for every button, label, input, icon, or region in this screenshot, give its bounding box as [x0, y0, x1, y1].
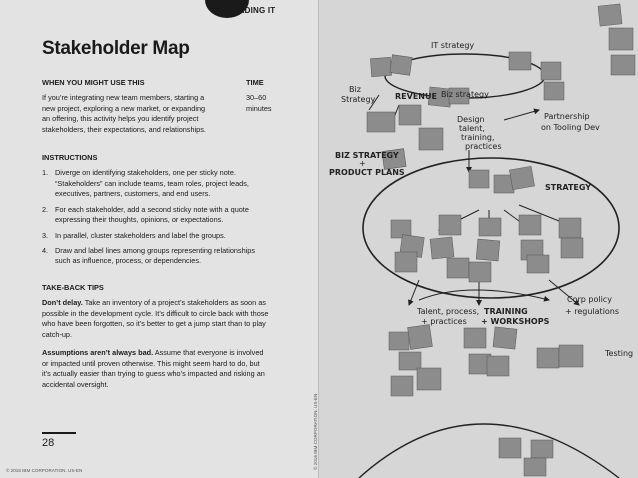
- label-plus: +: [359, 159, 366, 168]
- when-heading: WHEN YOU MIGHT USE THIS: [42, 78, 145, 87]
- step-number: 2.: [42, 204, 49, 214]
- label-talent-process: Talent, process,: [417, 307, 480, 316]
- when-text: [42, 93, 242, 136]
- tip-lead: Assumptions aren’t always bad.: [42, 347, 154, 357]
- step-line: For each stakeholder, add a second sticky note with a quote: [55, 204, 249, 214]
- label-tooling-dev: on Tooling Dev: [541, 123, 600, 132]
- page-number: 28: [42, 437, 55, 449]
- label-corp-policy: Corp policy: [567, 295, 612, 304]
- step-line: executives, partners, customers, and end users.: [55, 189, 211, 199]
- tip-line: or impacted until proven otherwise. This might seem hard to do, but: [42, 358, 260, 368]
- step-line: expressing their thoughts, opinions, or expectations.: [55, 215, 224, 225]
- instruction-step: [42, 246, 292, 267]
- step-line: “Stakeholders” can include teams, team roles, project leads,: [55, 178, 249, 188]
- time-line: 30–60: [246, 93, 267, 102]
- label-product-plans: PRODUCT PLANS: [329, 168, 405, 177]
- label-training-cluster: TRAINING: [484, 307, 528, 316]
- right-page-photo: [319, 0, 638, 478]
- label-design: Design: [457, 115, 485, 124]
- label-talent: talent,: [459, 124, 485, 133]
- step-number: 1.: [42, 168, 49, 177]
- label-training: training,: [461, 133, 495, 142]
- page-number-rule: [42, 432, 76, 434]
- tip-line: it’s actually easier than trying to guess who’s impacted and risking an: [42, 369, 265, 379]
- label-testing: Testing: [605, 349, 634, 358]
- page-title: Stakeholder Map: [42, 38, 190, 59]
- instruction-step: [42, 231, 292, 242]
- when-line: If you’re integrating new team members, starting a: [42, 93, 205, 102]
- tip-item: [42, 348, 302, 391]
- label-biz: Biz: [349, 85, 361, 94]
- tips-list: [42, 298, 302, 398]
- tip-line: possible in the development cycle. It’s difficult to circle back with those: [42, 308, 269, 318]
- left-page: [0, 0, 318, 478]
- tips-heading: TAKE-BACK TIPS: [42, 283, 104, 292]
- label-partnership: Partnership: [544, 112, 590, 121]
- time-text: [246, 93, 272, 114]
- label-strategy-cluster: STRATEGY: [545, 183, 592, 192]
- instruction-step: [42, 205, 292, 226]
- tip-line: who have been forgotten, so it’s better to get a jump start than to play: [42, 319, 266, 329]
- when-line: new project, exploring a new market, or expanding: [42, 103, 206, 113]
- label-practices: practices: [465, 142, 502, 151]
- tip-lead: Don’t delay.: [42, 298, 83, 307]
- label-revenue: REVENUE: [395, 92, 437, 101]
- copyright-notice: © 2016 IBM CORPORATION. US-EN: [6, 468, 83, 473]
- step-line: Draw and label lines among groups representing relationships: [55, 245, 255, 255]
- vertical-copyright: © 2016 IBM CORPORATION. US-EN: [313, 393, 318, 470]
- when-line: an offering, this activity helps you identify project: [42, 114, 199, 124]
- step-line: Diverge on identifying stakeholders, one per sticky note.: [55, 168, 236, 177]
- label-plus-practices: + practices: [421, 317, 467, 326]
- tip-line: catch-up.: [42, 330, 73, 340]
- tip-line: accidental oversight.: [42, 379, 109, 389]
- when-line: stakeholders, their expectations, and relationships.: [42, 125, 206, 135]
- tip-line: Take an inventory of a project’s stakeholders as soon as: [82, 298, 266, 307]
- label-it-strategy: IT strategy: [431, 41, 475, 50]
- instruction-step: [42, 168, 292, 200]
- label-biz-strategy-plans: BIZ STRATEGY: [335, 151, 399, 160]
- label-workshops: + WORKSHOPS: [481, 317, 550, 326]
- tip-item: [42, 298, 302, 341]
- step-line: such as influence, process, or dependencies.: [55, 256, 202, 266]
- step-number: 4.: [42, 245, 49, 255]
- step-number: 3.: [42, 230, 49, 240]
- step-line: In parallel, cluster stakeholders and label the groups.: [55, 230, 226, 240]
- label-regulations: + regulations: [565, 307, 620, 316]
- instructions-heading: INSTRUCTIONS: [42, 153, 98, 162]
- label-strategy: Strategy: [341, 95, 376, 104]
- stakeholder-map-photo: [319, 0, 638, 478]
- tip-line: Assume that everyone is involved: [153, 347, 264, 357]
- time-heading: TIME: [246, 78, 264, 87]
- instructions-list: [42, 168, 292, 272]
- time-line: minutes: [246, 103, 272, 113]
- label-biz-strategy: Biz strategy: [441, 90, 489, 99]
- running-head: LEADING IT: [228, 6, 276, 15]
